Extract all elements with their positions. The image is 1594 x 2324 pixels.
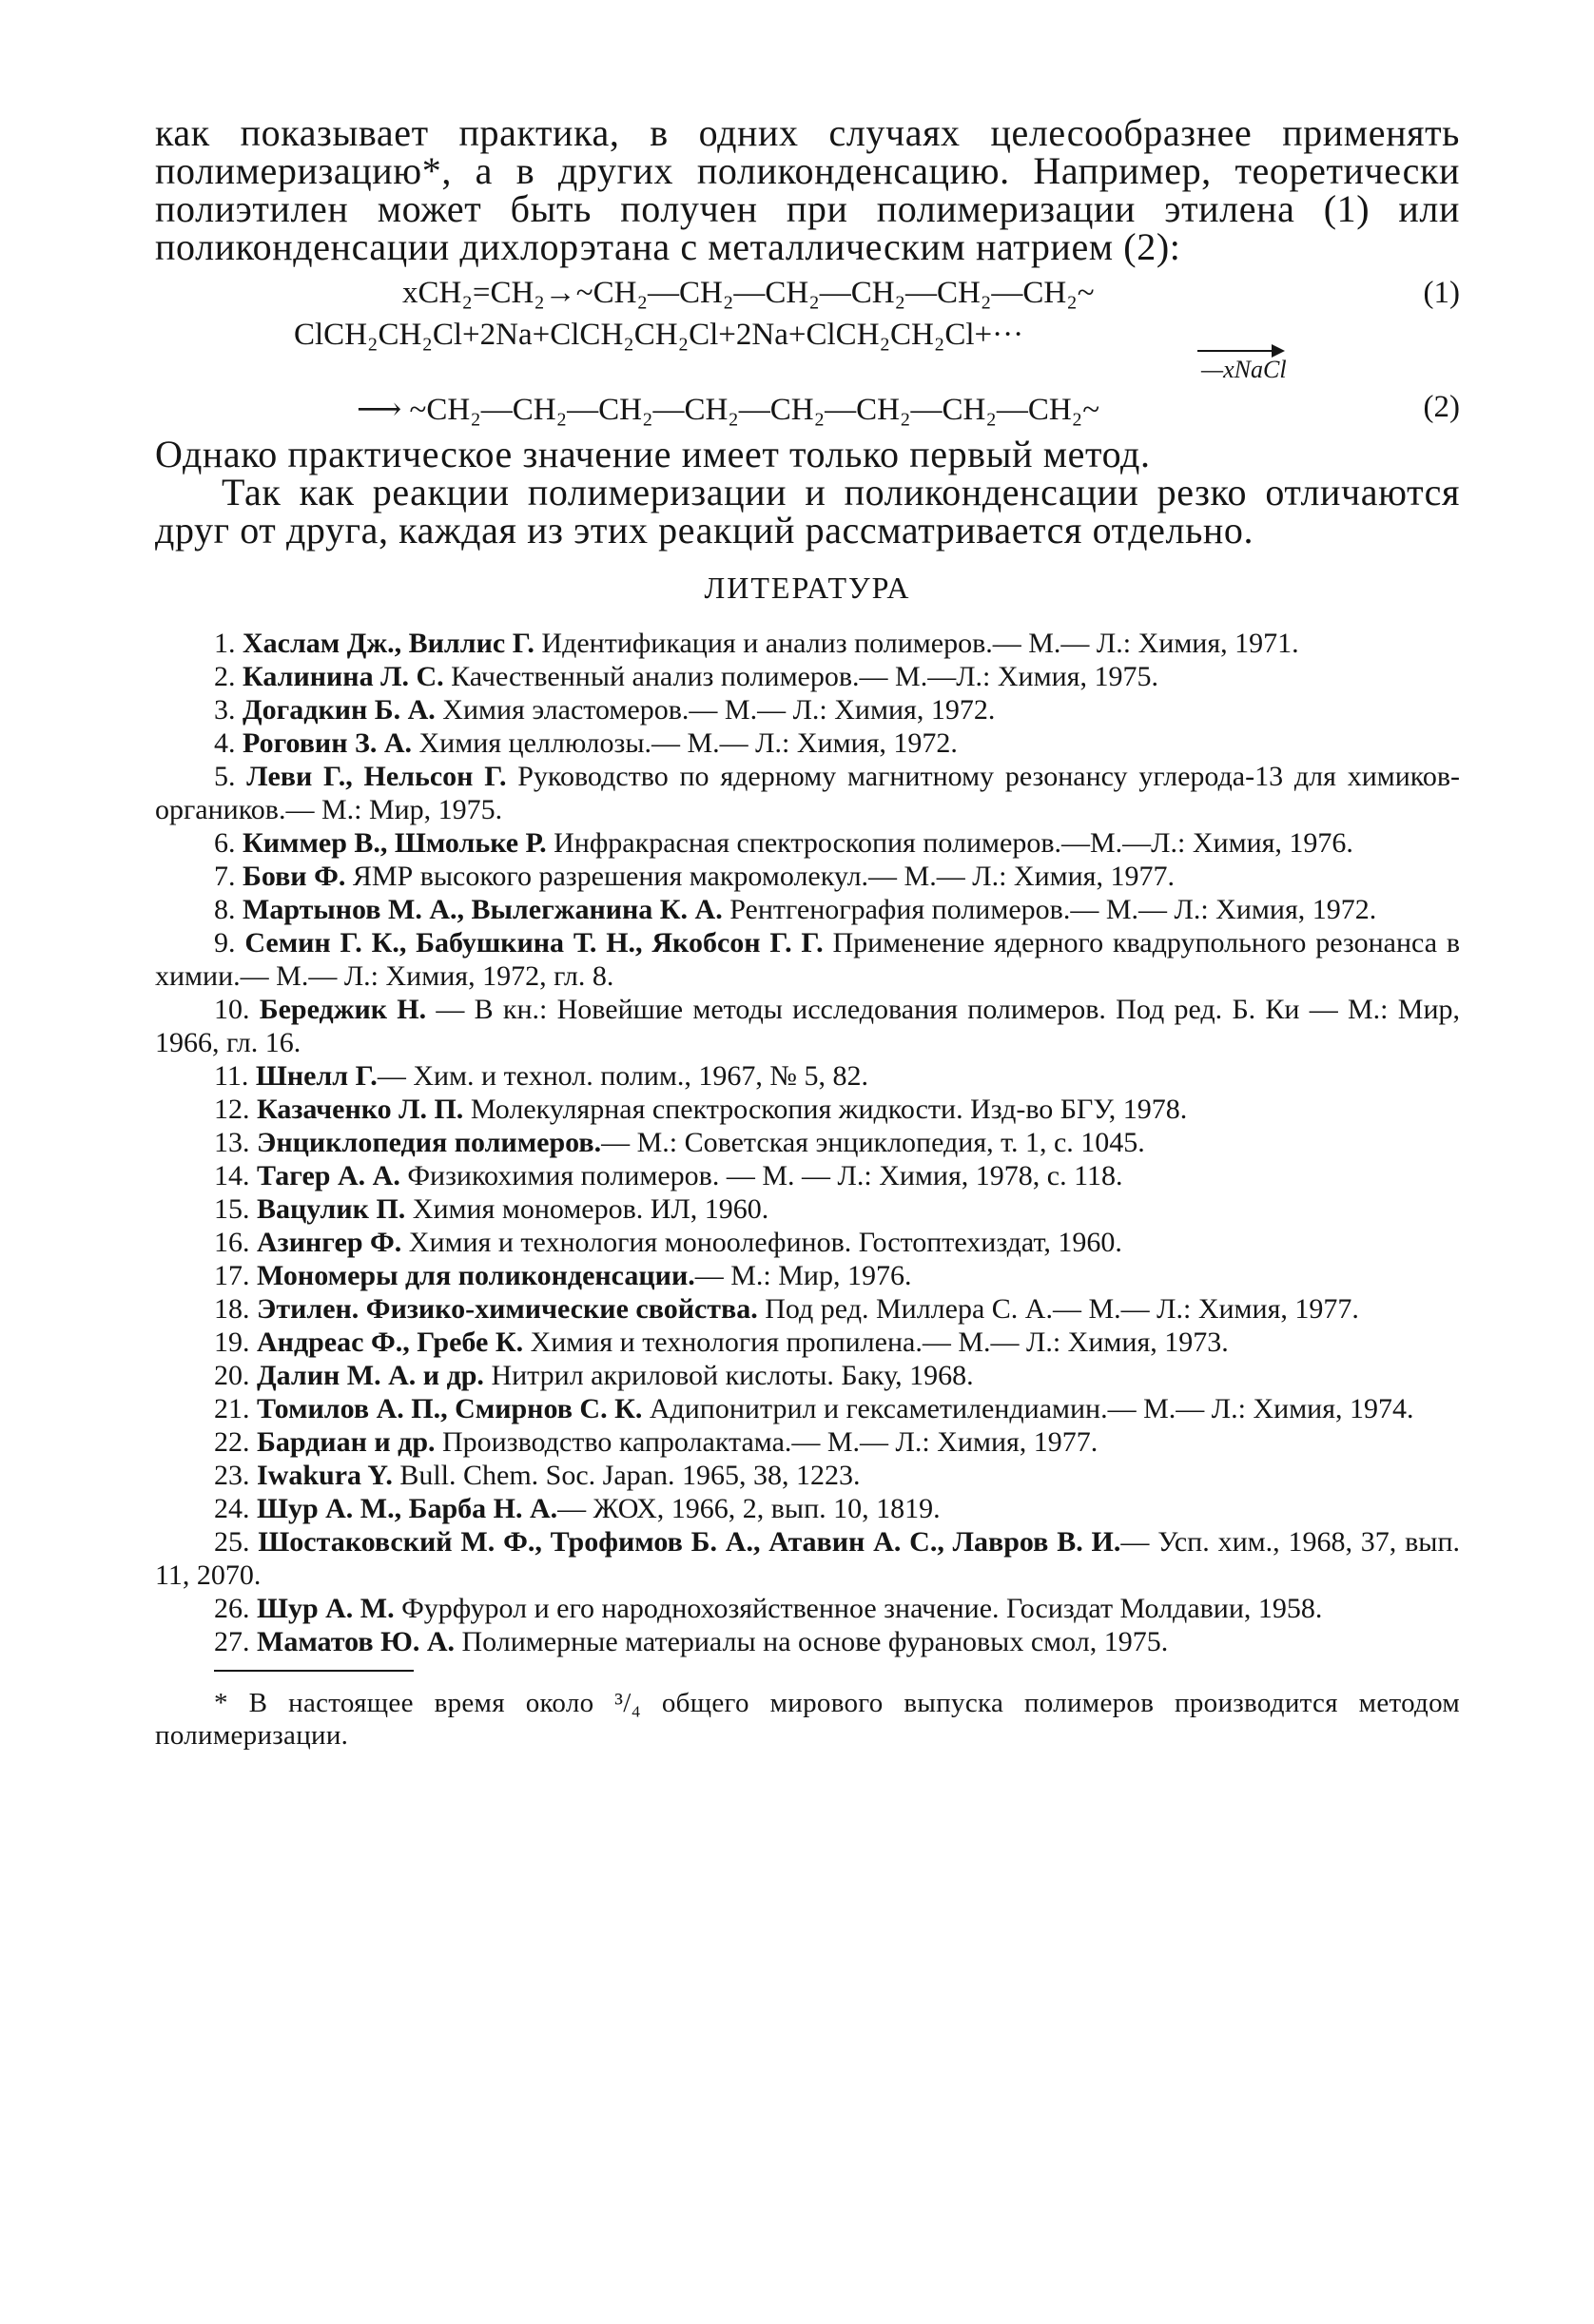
reference-item: [155, 1359, 1460, 1392]
reference-authors: Азингер Ф.: [257, 1227, 402, 1258]
reference-details: Качественный анализ полимеров.— М.—Л.: Химия, 1975.: [443, 661, 1158, 692]
equation-2-reactants: ClCH₂CH₂Cl+2Na+ClCH₂CH₂Cl+2Na+ClCH₂CH₂Cl+···: [294, 318, 1024, 352]
reference-details: Химия эластомеров.— М.— Л.: Химия, 1972.: [435, 694, 996, 726]
reference-number: 18.: [214, 1293, 250, 1325]
reference-authors: Шнелл Г.: [255, 1060, 378, 1092]
reference-number: 6.: [214, 827, 236, 859]
reaction-arrow-label: —xNaCl: [1201, 356, 1287, 383]
reference-item: [155, 1326, 1460, 1359]
reference-authors: Семин Г. К., Бабушкина Т. Н., Якобсон Г. Г.: [244, 927, 824, 959]
reference-details: Химия мономеров. ИЛ, 1960.: [405, 1193, 769, 1225]
reference-number: 13.: [214, 1127, 250, 1158]
reference-number: 2.: [214, 661, 236, 692]
reference-authors: Тагер А. А.: [257, 1160, 400, 1191]
reference-item: [155, 1459, 1460, 1492]
reference-number: 25.: [214, 1526, 250, 1558]
reference-item: [155, 993, 1460, 1059]
reference-details: Производство капролактама.— М.— Л.: Химия, 1977.: [435, 1426, 1098, 1458]
reference-authors: Леви Г., Нельсон Г.: [246, 761, 507, 792]
reference-item: [155, 760, 1460, 826]
reference-details: Рентгенография полимеров.— М.— Л.: Химия, 1972.: [722, 894, 1377, 925]
footnote: * В настоящее время около ³/₄ общего мирового выпуска полимеров производится методом полимеризации.: [155, 1688, 1460, 1751]
reference-list: [155, 627, 1460, 1658]
reference-item: [155, 860, 1460, 893]
reference-number: 14.: [214, 1160, 250, 1191]
equation-2-product: ⟶ ~CH₂—CH₂—CH₂—CH₂—CH₂—CH₂—CH₂—CH₂~: [357, 393, 1100, 427]
equation-1: xCH₂=CH₂→~CH₂—CH₂—CH₂—CH₂—CH₂—CH₂~: [402, 276, 1095, 310]
reference-authors: Вацулик П.: [257, 1193, 406, 1225]
reference-authors: Шур А. М., Барба Н. А.: [257, 1493, 558, 1524]
reference-authors: Iwakura Y.: [257, 1460, 393, 1491]
reference-number: 17.: [214, 1260, 250, 1291]
reference-item: [155, 1592, 1460, 1625]
reference-details: Химия и технология моноолефинов. Гостоптехиздат, 1960.: [401, 1227, 1122, 1258]
reference-authors: Роговин З. А.: [243, 727, 412, 759]
reference-number: 15.: [214, 1193, 250, 1225]
reference-item: [155, 693, 1460, 726]
reference-details: Полимерные материалы на основе фурановых смол, 1975.: [455, 1626, 1169, 1657]
reference-number: 16.: [214, 1227, 250, 1258]
reference-number: 10.: [214, 994, 250, 1025]
reference-authors: Бардиан и др.: [257, 1426, 436, 1458]
reference-item: [155, 1126, 1460, 1159]
equation-1-number: (1): [1423, 276, 1460, 310]
reference-authors: Мартынов М. А., Вылегжанина К. А.: [243, 894, 723, 925]
reference-details: ЯМР высокого разрешения макромолекул.— М.— Л.: Химия, 1977.: [345, 861, 1175, 892]
reference-item: [155, 1625, 1460, 1658]
reference-details: Bull. Chem. Soc. Japan. 1965, 38, 1223.: [392, 1460, 861, 1491]
reference-details: Руководство по ядерному магнитному резонансу углерода-13 для химиков-органиков.— М.: Мир, 1975.: [155, 761, 1461, 825]
reference-number: 9.: [214, 927, 236, 959]
page: [155, 111, 1461, 1752]
reference-authors: Киммер В., Шмольке Р.: [243, 827, 547, 859]
reference-authors: Шур А. М.: [257, 1593, 395, 1624]
reference-authors: Калинина Л. С.: [243, 661, 444, 692]
reference-item: [155, 660, 1460, 693]
reference-authors: Этилен. Физико-химические свойства.: [257, 1293, 758, 1325]
reference-authors: Береджик Н.: [259, 994, 427, 1025]
reference-details: Под ред. Миллера С. А.— М.— Л.: Химия, 1977.: [757, 1293, 1359, 1325]
reference-number: 5.: [214, 761, 236, 792]
practical-note-paragraph: Однако практическое значение имеет только первый метод.: [155, 433, 1151, 475]
reference-details: Идентификация и анализ полимеров.— М.— Л.: Химия, 1971.: [534, 628, 1299, 659]
reference-authors: Энциклопедия полимеров.: [257, 1127, 602, 1158]
reference-authors: Хаслам Дж., Виллис Г.: [243, 628, 535, 659]
reference-authors: Мономеры для поликонденсации.: [257, 1260, 695, 1291]
reference-number: 7.: [214, 861, 236, 892]
reference-details: Химия целлюлозы.— М.— Л.: Химия, 1972.: [411, 727, 958, 759]
reference-number: 21.: [214, 1393, 250, 1424]
footnote-rule: [214, 1670, 414, 1672]
reference-number: 20.: [214, 1360, 250, 1391]
reference-details: Адипонитрил и гексаметилендиамин.— М.— Л.: Химия, 1974.: [642, 1393, 1414, 1424]
reference-details: Химия и технология пропилена.— М.— Л.: Химия, 1973.: [523, 1327, 1229, 1358]
reference-item: [155, 1226, 1460, 1259]
reference-item: [155, 1093, 1460, 1126]
equation-2-number: (2): [1423, 390, 1460, 424]
separation-paragraph: Так как реакции полимеризации и поликонденсации резко отличаются друг от друга, каждая из этих реакций рассматривается отдельно.: [155, 471, 1460, 552]
reference-number: 8.: [214, 894, 236, 925]
reference-details: — ЖОХ, 1966, 2, вып. 10, 1819.: [557, 1493, 941, 1524]
reference-authors: Бови Ф.: [243, 861, 346, 892]
reference-item: [155, 1392, 1460, 1425]
reaction-arrow: [1197, 350, 1283, 352]
reference-details: Молекулярная спектроскопия жидкости. Изд-во БГУ, 1978.: [463, 1094, 1188, 1125]
reference-number: 19.: [214, 1327, 250, 1358]
reference-authors: Томилов А. П., Смирнов С. К.: [257, 1393, 643, 1424]
reference-item: [155, 1192, 1460, 1226]
reference-number: 1.: [214, 628, 236, 659]
reference-item: [155, 926, 1460, 993]
intro-paragraph: как показывает практика, в одних случаях целесообразнее применять полимеризацию*, а в других поликонденсацию. Например, теоретически полиэтилен может быть получен при полимеризации этилена (1) или поликонденсации дихлорэтана с металлическим натрием (2):: [155, 111, 1460, 268]
reference-number: 4.: [214, 727, 236, 759]
reference-authors: Шостаковский М. Ф., Трофимов Б. А., Атавин А. С., Лавров В. И.: [258, 1526, 1121, 1558]
reference-item: [155, 1425, 1460, 1459]
literature-heading: ЛИТЕРАТУРА: [704, 571, 911, 605]
reference-item: [155, 1525, 1460, 1592]
reference-number: 3.: [214, 694, 236, 726]
reference-authors: Маматов Ю. А.: [257, 1626, 456, 1657]
reference-number: 27.: [214, 1626, 250, 1657]
reference-details: — В кн.: Новейшие методы исследования полимеров. Под ред. Б. Ки — М.: Мир, 1966, гл. 16.: [155, 994, 1460, 1058]
reference-details: Инфракрасная спектроскопия полимеров.—М.—Л.: Химия, 1976.: [546, 827, 1353, 859]
reference-number: 11.: [214, 1060, 249, 1092]
reference-item: [155, 826, 1460, 860]
reference-number: 22.: [214, 1426, 250, 1458]
reference-number: 23.: [214, 1460, 250, 1491]
equations-block: [155, 270, 1460, 432]
reference-item: [155, 1259, 1460, 1292]
reference-number: 26.: [214, 1593, 250, 1624]
reference-details: Применение ядерного квадрупольного резонанса в химии.— М.— Л.: Химия, 1972, гл. 8.: [155, 927, 1461, 992]
reference-number: 24.: [214, 1493, 250, 1524]
reference-authors: Андреас Ф., Гребе К.: [257, 1327, 524, 1358]
reference-authors: Казаченко Л. П.: [257, 1094, 464, 1125]
reference-item: [155, 1492, 1460, 1525]
reference-item: [155, 893, 1460, 926]
reference-item: [155, 1059, 1460, 1093]
reference-item: [155, 627, 1460, 660]
reference-details: — М.: Мир, 1976.: [694, 1260, 912, 1291]
reference-authors: Догадкин Б. А.: [243, 694, 436, 726]
reference-item: [155, 1159, 1460, 1192]
reference-authors: Далин М. А. и др.: [257, 1360, 484, 1391]
reference-details: Нитрил акриловой кислоты. Баку, 1968.: [483, 1360, 974, 1391]
reference-details: — Усп. хим., 1968, 37, вып. 11, 2070.: [155, 1526, 1461, 1591]
reference-item: [155, 1292, 1460, 1326]
reference-details: Фурфурол и его народнохозяйственное значение. Госиздат Молдавии, 1958.: [394, 1593, 1323, 1624]
reference-number: 12.: [214, 1094, 250, 1125]
reference-details: — М.: Советская энциклопедия, т. 1, с. 1045.: [601, 1127, 1145, 1158]
reference-details: — Хим. и технол. полим., 1967, № 5, 82.: [377, 1060, 869, 1092]
reference-details: Физикохимия полимеров. — М. — Л.: Химия, 1978, с. 118.: [399, 1160, 1123, 1191]
reference-item: [155, 726, 1460, 760]
